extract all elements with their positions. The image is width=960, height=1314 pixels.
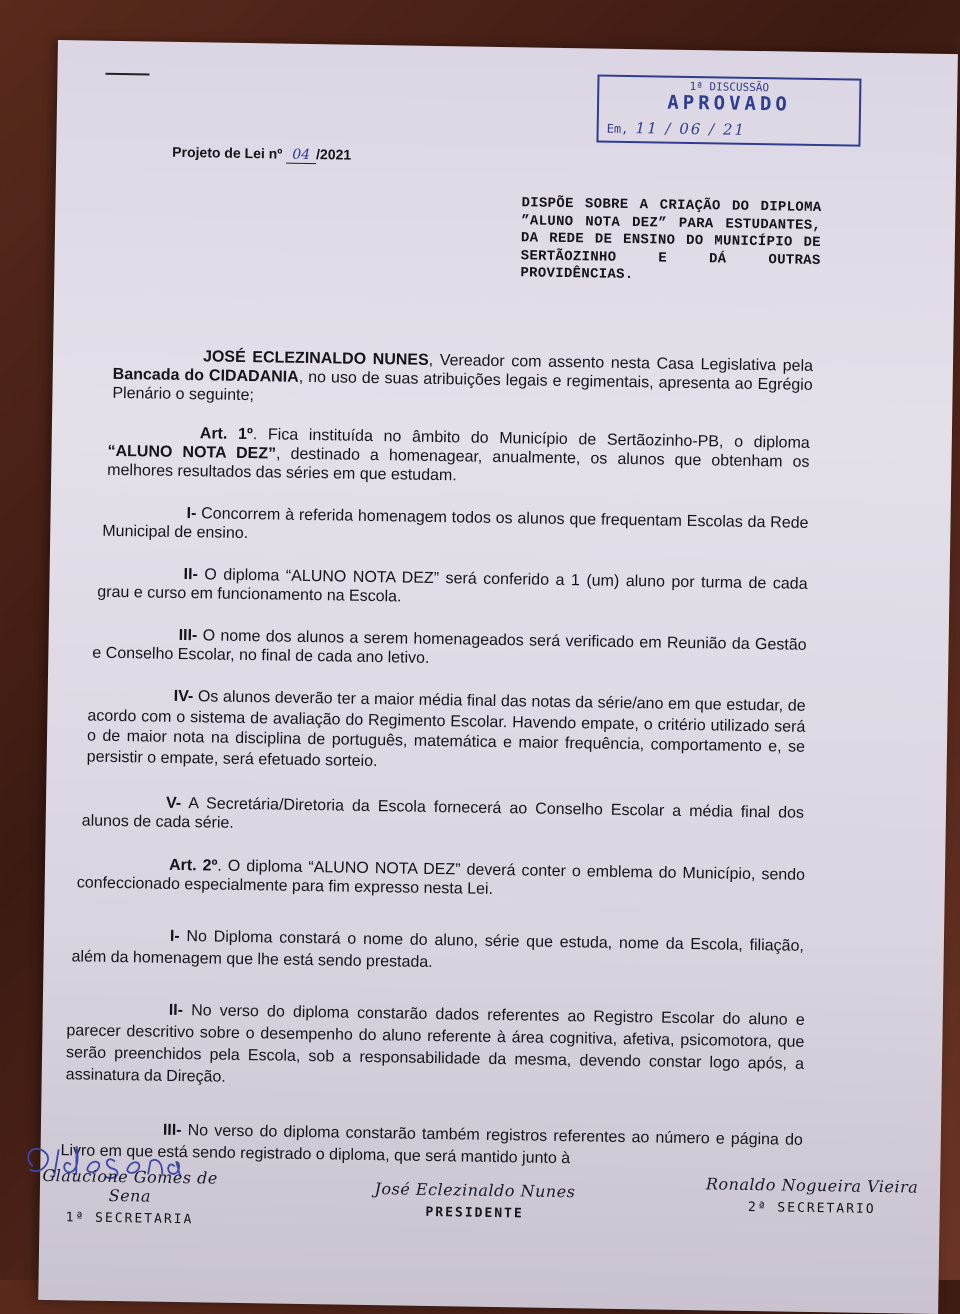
- bill-summary: DISPÕE SOBRE A CRIAÇÃO DO DIPLOMA ”ALUNO NOTA DEZ” PARA ESTUDANTES, DA REDE DE ENSINO DO MUNICÍPIO DE SERTÃOZINHO E DÁ OUTRAS PROVIDÊNCIAS.: [520, 195, 822, 284]
- article-1-label: Art. 1º: [199, 425, 253, 444]
- signature-role: 1ª SECRETARIA: [65, 1210, 194, 1228]
- stamp-date-value: 11 / 06 / 21: [635, 119, 747, 139]
- item-text: No verso do diploma constarão também registros referentes ao número e página do Livro em que está sendo registrado o diploma, que será mantido junto à: [60, 1122, 803, 1168]
- article-2-item: [66, 998, 805, 1098]
- item-label: II-: [168, 1001, 184, 1020]
- article-2-item: [71, 924, 804, 979]
- signature-name: Ronaldo Nogueira Vieira: [705, 1174, 919, 1197]
- bill-suffix: /2021: [315, 146, 352, 163]
- article-2-text: . O diploma “ALUNO NOTA DEZ” deverá conter o emblema do Município, sendo confeccionado especialmente para fim expresso nesta Lei.: [76, 857, 806, 898]
- signature-name: Glaucione Gomes de Sena: [42, 1165, 218, 1206]
- signature-role: PRESIDENTE: [425, 1204, 524, 1222]
- item-label: III-: [162, 1121, 182, 1140]
- stamp-date-label: Em,: [606, 121, 629, 136]
- article-1-item: [97, 564, 808, 613]
- stamp-date: [607, 119, 747, 139]
- item-text: A Secretária/Diretoria da Escola fornecerá ao Conselho Escolar a média final dos alunos de cada série.: [81, 795, 805, 832]
- intro-text-2: , no uso de suas atribuições legais e regimentais, apresenta ao Egrégio Plenário o seguinte;: [112, 368, 813, 405]
- intro-paragraph: [112, 346, 813, 414]
- bancada-name: Bancada do CIDADANIA: [112, 365, 299, 386]
- item-label: IV-: [173, 687, 194, 706]
- item-label: II-: [183, 566, 198, 584]
- signature-block-president: [360, 1179, 591, 1223]
- item-label: I-: [186, 505, 197, 523]
- stamp-approved: APROVADO: [667, 91, 791, 116]
- item-text: No Diploma constará o nome do aluno, série que estuda, nome da Escola, filiação, além da homenagem que lhe está sendo prestada.: [71, 928, 804, 971]
- article-1-item: [82, 792, 805, 841]
- item-label: V-: [165, 794, 182, 813]
- approval-stamp: [596, 74, 861, 146]
- item-label: III-: [178, 626, 198, 645]
- signature-block-first-secretary: [19, 1166, 240, 1228]
- author-name: JOSÉ ECLEZINALDO NUNES: [202, 348, 429, 369]
- item-label: I-: [169, 927, 180, 946]
- article-2: [77, 854, 806, 903]
- top-rule: [105, 73, 149, 76]
- bill-prefix: Projeto de Lei nº: [172, 143, 283, 162]
- article-1-diploma: “ALUNO NOTA DEZ”: [107, 442, 277, 463]
- item-text: Concorrem à referida homenagem todos os alunos que frequentam Escolas da Rede Municipal de ensino.: [102, 505, 809, 543]
- signature-block-second-secretary: [702, 1174, 923, 1217]
- document-page: [38, 40, 958, 1314]
- item-text: O diploma “ALUNO NOTA DEZ” será conferido a 1 (um) aluno por turma de cada grau e curso em funcionamento na Escola.: [97, 566, 808, 606]
- bill-number-value: 04: [286, 147, 316, 164]
- article-1-text-1: . Fica instituída no âmbito do Município de Sertãozinho-PB, o diploma: [252, 426, 810, 452]
- article-1-item: [87, 686, 806, 779]
- article-2-label: Art. 2º: [168, 856, 218, 875]
- article-1-text-2: , destinado a homenagear, anualmente, os alunos que obtenham os melhores resultados das séries em que estudam.: [107, 445, 810, 485]
- article-1-item: [102, 503, 809, 552]
- stamp-discussion: 1ª DISCUSSÃO: [689, 79, 770, 95]
- item-text: Os alunos deverão ter a maior média final das notas da série/ano em que estudar, de acordo com o sistema de avaliação do Regimento Escolar. Havendo empate, o critério utilizado será o de maior nota na disciplina de português, matemática e maior frequência, comportamento e, se persistir o empate, será efetuado sorteio.: [86, 688, 806, 770]
- signature-role: 2ª SECRETARIO: [747, 1199, 876, 1217]
- signature-name: José Eclezinaldo Nunes: [374, 1179, 576, 1202]
- article-1-item: [92, 625, 807, 674]
- intro-text-1: , Vereador com assento nesta Casa Legislativa pela: [428, 351, 814, 375]
- article-1: [107, 423, 810, 491]
- item-text: O nome dos alunos a serem homenageados será verificado em Reunião da Gestão e Conselho Escolar, no final de cada ano letivo.: [92, 627, 807, 667]
- item-text: No verso do diploma constarão dados referentes ao Registro Escolar do aluno e parecer descritivo sobre o desempenho do aluno referente à área cognitiva, afetiva, psicomotora, que serão preenchidos pela Escola, sob a responsabilidade da mesma, devendo constar logo após, a assinatura da Direção.: [65, 1002, 805, 1086]
- bill-number: [172, 144, 351, 164]
